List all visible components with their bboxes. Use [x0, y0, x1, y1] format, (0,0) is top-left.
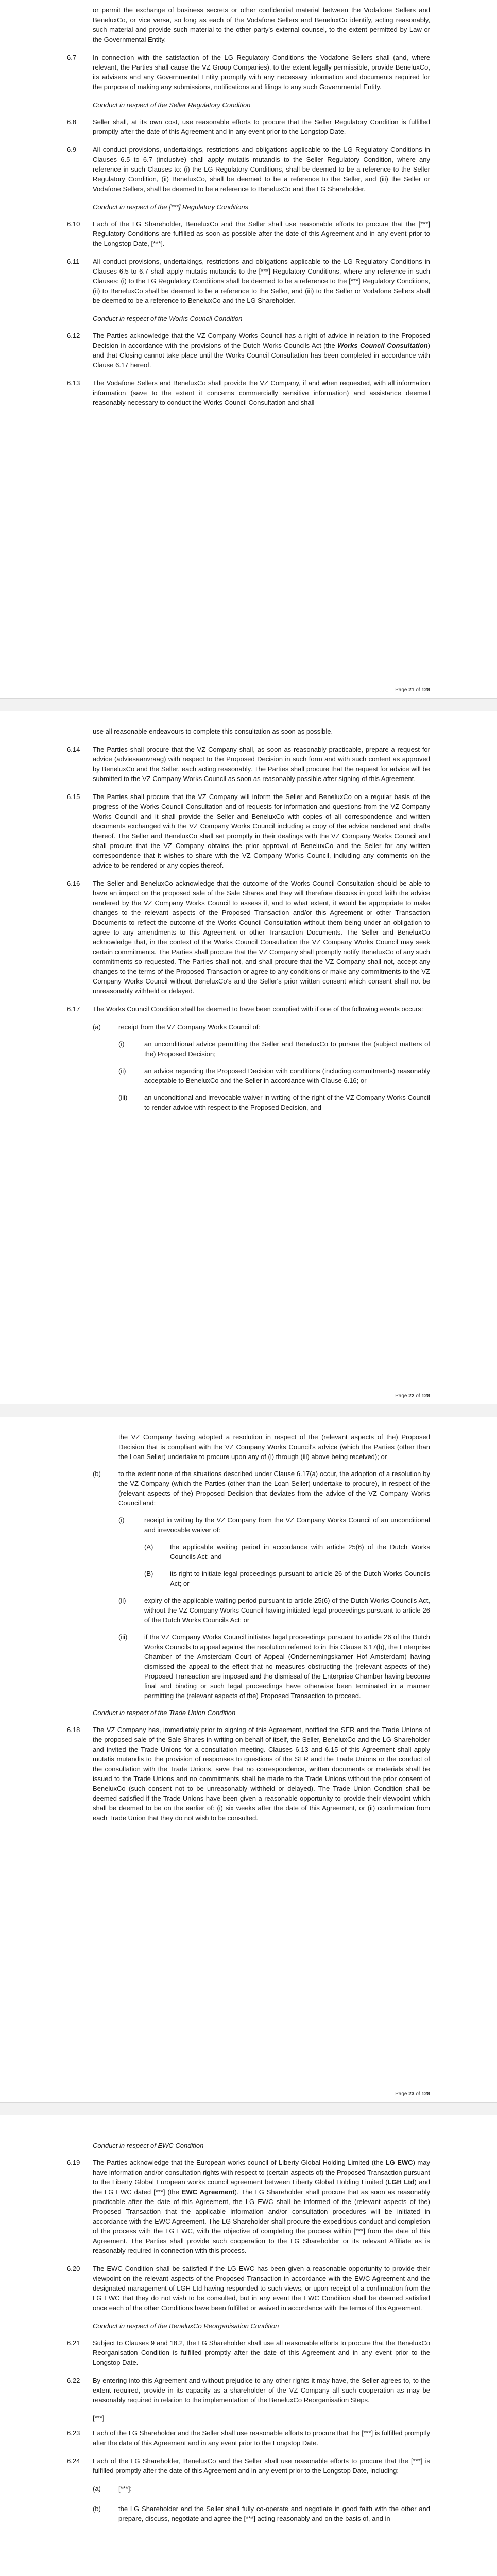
- page-separator: [0, 698, 497, 711]
- footer-sep: of: [416, 1393, 420, 1399]
- footer-page-number: 22: [408, 1393, 415, 1399]
- subclause-text: the VZ Company having adopted a resolution in respect of the (relevant aspects of the) Proposed Decision that is compliant with the VZ Company Works Council's advice (which the Parties (other than the Loan Seller) undertake to procure upon any of (i) through (iii) above being received); or: [118, 1433, 430, 1461]
- subclause-a: [93, 1022, 430, 1032]
- clause-6-17: [67, 1004, 430, 1014]
- footer-prefix: Page: [395, 2091, 407, 2097]
- subclause-a-i: [118, 1039, 430, 1059]
- subclause-b: [93, 1469, 430, 1508]
- clause-text: The Vodafone Sellers and BeneluxCo shall provide the VZ Company, if and when requested, with all information information (save to the extent it concerns commercially sensitive information) and assistance deemed reasonably necessary to conduct the Works Council Consultation and shall: [93, 379, 430, 406]
- subclause-text: if the VZ Company Works Council initiates legal proceedings pursuant to article 26 of the Dutch Works Councils to appeal against the resolution referred to in this Clause 6.17(b), the Enterprise Chamber of the Amsterdam Court of Appeal (Ondernemingskamer Hof Amsterdam) having dismissed the appeal to the effect that no measures obstructing the (relevant aspects of the) Proposed Transaction are imposed and the dismissal of the Enterprise Chamber having become final and binding or such legal proceedings have otherwise been terminated in a manner permitting the (relevant aspects of the) Proposed Transaction to proceed.: [144, 1633, 430, 1700]
- subclause-a-iii: [118, 1093, 430, 1112]
- clause-text: By entering into this Agreement and without prejudice to any other rights it may have, the Seller agrees to, to the extent required, provide in its capacity as a shareholder of the VZ Company all such cooperation as may be reasonably required in relation to the implementation of the BeneluxCo Reorganisation Steps.: [93, 2377, 430, 2404]
- subclause-label: (B): [144, 1570, 153, 1578]
- section-heading: Conduct in respect of EWC Condition: [93, 2142, 204, 2149]
- page-footer: [395, 685, 430, 695]
- clause-number: 6.8: [67, 118, 77, 126]
- subclause-text: an unconditional advice permitting the Seller and BeneluxCo to pursue the (subject matters of the) Proposed Decision;: [144, 1040, 430, 1058]
- clause-6-15: [67, 792, 430, 870]
- clause-text: The Seller and BeneluxCo acknowledge that the outcome of the Works Council Consultation should be able to have an impact on the proposed sale of the Sale Shares and they will therefore discuss in good faith the advice rendered by the VZ Company Works Council to assess if, and to what extent, it would be appropriate to make changes to the relevant aspects of the Proposed Transaction and/or this Agreement or other Transaction Documents to reflect the outcome of the Works Council Consultation without them being under an obligation to agree to any amendments to this Agreement or other Transaction Documents. The Seller and BeneluxCo acknowledge that, in the context of the Works Council Consultation the VZ Company Works Council may seek certain commitments. The Parties shall procure that the VZ Company shall promptly notify BeneluxCo of any such commitments so requested. The Parties shall not, and shall procure that the VZ Company shall not, accept any changes to the terms of the Proposed Transaction or agree to any conditions or make any commitments to the VZ Company Works Council without BeneluxCo's and the Seller's prior written consent which consent shall not be unreasonably withheld or delayed.: [93, 879, 430, 995]
- subclause-label: (ii): [118, 1597, 126, 1604]
- subclause-label: (b): [93, 2505, 101, 2513]
- clause-number: 6.14: [67, 745, 80, 753]
- subclause-text: [***];: [118, 2485, 132, 2493]
- clause-number: 6.9: [67, 146, 77, 154]
- subclause-text: to the extent none of the situations described under Clause 6.17(a) occur, the adoption of a resolution by the VZ Company (which the Parties (other than the Loan Seller) undertake to procure), in respect of the (relevant aspects of the) Proposed Decision that deviates from the advice of the VZ Company Works Council and:: [118, 1470, 430, 1507]
- subclause-b: [93, 2504, 430, 2523]
- clause-text: Each of the LG Shareholder, BeneluxCo and the Seller shall use reasonable efforts to procure that the [***] is fulfilled promptly after the date of this Agreement and in any event prior to the Longstop Date, including:: [93, 2457, 430, 2475]
- subclause-continuation: [118, 1432, 430, 1462]
- clause-6-21: [67, 2338, 430, 2367]
- section-heading: Conduct in respect of the Seller Regulatory Condition: [93, 101, 251, 109]
- document-page-1: [0, 0, 497, 698]
- document-page-3: [0, 1417, 497, 2102]
- subclause-b-i-B: [144, 1569, 430, 1588]
- clause-text-part: ) and the LG EWC dated [***] (the: [93, 2178, 430, 2196]
- clause-6-22: [67, 2376, 430, 2405]
- clause-text-part: ). The LG Shareholder shall procure that as soon as reasonably practicable after the date of this Agreement, the LG EWC shall be informed of the (relevant aspects of the) Proposed Transaction that the applicable information and/or consultation procedures will be initiated in accordance with the EWC Agreement. The LG Shareholder shall procure the expeditious conduct and completion of the process with the LG EWC, with the objective of completing the process within [***] from the date of this Agreement. The Parties shall provide such cooperation to the LG Shareholder or its relevant Affiliate as is reasonably required in connection with this process.: [93, 2188, 430, 2255]
- clause-number: 6.22: [67, 2377, 80, 2384]
- clause-6-13: [67, 378, 430, 408]
- subclause-label: (iii): [118, 1094, 128, 1101]
- subclause-text: the applicable waiting period in accordance with article 25(6) of the Dutch Works Councils Act; and: [170, 1543, 430, 1561]
- clause-text: The Parties shall procure that the VZ Company shall, as soon as reasonably practicable, prepare a request for advice (adviesaanvraag) with respect to the Proposed Decision in such form and with such content as approved by BeneluxCo and the Seller, each acting reasonably. The Parties shall procure that the request for advice will be submitted to the VZ Company Works Council as soon as reasonably possible after signing of this Agreement.: [93, 745, 430, 783]
- subclause-b-ii: [118, 1596, 430, 1625]
- section-heading: Conduct in respect of the Trade Union Condition: [93, 1709, 236, 1717]
- subclause-label: (a): [93, 2485, 101, 2493]
- clause-6-7: [67, 53, 430, 92]
- clause-text: The Works Council Condition shall be deemed to have been complied with if one of the following events occurs:: [93, 1005, 423, 1013]
- section-heading: Conduct in respect of the BeneluxCo Reorganisation Condition: [93, 2322, 279, 2330]
- clause-number: 6.10: [67, 220, 80, 228]
- page-separator: [0, 1404, 497, 1417]
- clause-number: 6.11: [67, 258, 80, 265]
- clause-6-12: [67, 331, 430, 370]
- clause-text: All conduct provisions, undertakings, restrictions and obligations applicable to the LG Regulatory Conditions in Clauses 6.5 to 6.7 shall apply mutatis mutandis to the [***] Regulatory Conditions, where any reference in such Clauses: (i) to the LG Regulatory Conditions shall be deemed to be a reference to the [***] Regulatory Conditions, (ii) to BeneluxCo shall be deemed to be a reference to the Seller, and (iii) to the Seller or Vodafone Sellers shall be deemed to be a reference to BeneluxCo and the LG Shareholder.: [93, 258, 430, 304]
- subclause-text: receipt from the VZ Company Works Council of:: [118, 1023, 261, 1031]
- clause-number: 6.12: [67, 332, 80, 340]
- subclause-label: (iii): [118, 1633, 128, 1641]
- clause-text: The VZ Company has, immediately prior to signing of this Agreement, notified the SER and the Trade Unions of the proposed sale of the Sale Shares in writing on behalf of itself, the Seller, BeneluxCo and the LG Shareholder and invited the Trade Unions for a consultation meeting. Clauses 6.13 and 6.15 of this Agreement shall apply mutatis mutandis to the provision of responses to questions of the SER and the Trade Unions or the conduct of the consultation with the Trade Unions, save that no correspondence, written documents or materials shall be issued to the Trade Unions and no commitments shall be made to the Trade Unions without the prior consent of BeneluxCo (such consent not to be unreasonably withheld or delayed). The Trade Union Condition shall be deemed satisfied if the Trade Unions have been given a reasonable opportunity to provide their viewpoint which shall be deemed to be on the earlier of: (i) six weeks after the date of this Agreement, or (ii) confirmation from each Trade Union that they do not wish to be consulted.: [93, 1726, 430, 1822]
- clause-text: The Parties shall procure that the VZ Company will inform the Seller and BeneluxCo on a regular basis of the progress of the Works Council Consultation and of requests for information and questions from the VZ Company Works Council and it shall provide the Seller and BeneluxCo with copies of all correspondence and written documents exchanged with the VZ Company Works Council including a copy of the advice rendered and drafts thereof. The Seller and BeneluxCo shall set promptly in their dealings with the VZ Company Works Council and shall procure that the VZ Company obtains the prior approval of BeneluxCo and the Seller for any written correspondence that it wishes to share with the VZ Company Works Council, including any comments on the advice to be rendered or any copies thereof.: [93, 793, 430, 869]
- clause-6-18: [67, 1725, 430, 1823]
- subclause-label: (i): [118, 1040, 125, 1048]
- clause-6-10: [67, 219, 430, 248]
- clause-text: The EWC Condition shall be satisfied if the LG EWC has been given a reasonable opportunity to provide their viewpoint on the relevant aspects of the Proposed Transaction in accordance with the EWC Agreement and the designated management of LGH Ltd having responded to such views, or upon receipt of a confirmation from the LG EWC that they do not wish to be consulted, but in any event the EWC Condition shall be deemed satisfied once each of the other Conditions have been fulfilled or waived in accordance with the terms of this Agreement.: [93, 2265, 430, 2312]
- clause-text: Subject to Clauses 9 and 18.2, the LG Shareholder shall use all reasonable efforts to procure that the BeneluxCo Reorganisation Condition is fulfilled promptly after the date of this Agreement and in any event prior to the Longstop Date.: [93, 2339, 430, 2366]
- footer-page-total: 128: [421, 2091, 430, 2097]
- subclause-b-iii: [118, 1632, 430, 1701]
- clause-text-part: ) and that Closing cannot take place until the Works Council Consultation has been completed in accordance with Clause 6.17 hereof.: [93, 342, 430, 369]
- clause-6-24: [67, 2456, 430, 2476]
- document-page-2: [0, 711, 497, 1404]
- clause-text: [93, 2158, 430, 2256]
- clause-6-23: [67, 2428, 430, 2448]
- subclause-label: (ii): [118, 1067, 126, 1075]
- clause-number: 6.18: [67, 1726, 80, 1734]
- document-page-4: [0, 2115, 497, 2576]
- redacted-line: [***]: [93, 2414, 105, 2422]
- subclause-text: expiry of the applicable waiting period pursuant to article 25(6) of the Dutch Works Councils Act, without the VZ Company Works Council having initiated legal proceedings pursuant to article 26 of the Dutch Works Councils Act; or: [144, 1597, 430, 1624]
- footer-sep: of: [416, 2091, 420, 2097]
- subclause-label: (a): [93, 1023, 101, 1031]
- subclause-b-i: [118, 1515, 430, 1535]
- footer-prefix: Page: [395, 1393, 407, 1399]
- clause-number: 6.20: [67, 2265, 80, 2273]
- clause-6-16: [67, 878, 430, 996]
- defined-term: EWC Agreement: [181, 2188, 235, 2196]
- subclause-label: (b): [93, 1470, 101, 1478]
- footer-page-total: 128: [421, 1393, 430, 1399]
- subclause-text: an unconditional and irrevocable waiver in writing of the right of the VZ Company Works Council to render advice with respect to the Proposed Decision, and: [144, 1094, 430, 1111]
- clause-number: 6.21: [67, 2339, 80, 2347]
- footer-page-number: 23: [408, 2091, 415, 2097]
- clause-text-part: The Parties acknowledge that the European works council of Liberty Global Holding Limited (the: [93, 2159, 386, 2166]
- subclause-label: (i): [118, 1516, 125, 1524]
- defined-term: LGH Ltd: [387, 2178, 415, 2186]
- clause-6-20: [67, 2264, 430, 2313]
- clause-text-part: ) may have information and/or consultation rights with respect to (certain aspects of) the Proposed Transaction pursuant to the Liberty Global European works council agreement between Liberty Global Holding Limited (: [93, 2159, 430, 2186]
- clause-6-9: [67, 145, 430, 194]
- subclause-text: the LG Shareholder and the Seller shall fully co-operate and negotiate in good faith with the other and prepare, discuss, negotiate and agree the [***] acting reasonably and on the basis of, and in: [118, 2505, 430, 2522]
- clause-continuation: [67, 5, 430, 44]
- clause-6-11: [67, 257, 430, 306]
- clause-text: Each of the LG Shareholder and the Seller shall use reasonable efforts to procure that the [***] is fulfilled promptly after the date of this Agreement and in any event prior to the Longstop Date.: [93, 2429, 430, 2447]
- defined-term: Works Council Consultation: [337, 342, 428, 349]
- clause-text: [93, 331, 430, 370]
- clause-text: or permit the exchange of business secrets or other confidential material between the Vodafone Sellers and BeneluxCo, or vice versa, so long as each of the Vodafone Sellers and BeneluxCo identify, acting reasonably, such material and provide such material to the other party's external counsel, to the extent permitted by Law or the Governmental Entity.: [93, 6, 430, 43]
- footer-page-number: 21: [408, 687, 415, 693]
- clause-continuation: [67, 726, 430, 736]
- subclause-text: receipt in writing by the VZ Company from the VZ Company Works Council of an unconditional and irrevocable waiver of:: [144, 1516, 430, 1534]
- footer-page-total: 128: [421, 687, 430, 693]
- clause-text: use all reasonable endeavours to complete this consultation as soon as possible.: [93, 727, 333, 735]
- clause-number: 6.17: [67, 1005, 80, 1013]
- subclause-b-i-A: [144, 1542, 430, 1562]
- clause-text: Each of the LG Shareholder, BeneluxCo and the Seller shall use reasonable efforts to procure that the [***] Regulatory Conditions are fulfilled as soon as possible after the date of this Agreement and in any event prior to the Longstop Date, [***].: [93, 220, 430, 247]
- page-footer: [395, 1391, 430, 1401]
- subclause-a-ii: [118, 1066, 430, 1086]
- footer-prefix: Page: [395, 687, 407, 693]
- clause-number: 6.15: [67, 793, 80, 801]
- clause-6-19: [67, 2158, 430, 2256]
- clause-number: 6.19: [67, 2159, 80, 2166]
- clause-text: In connection with the satisfaction of the LG Regulatory Conditions the Vodafone Sellers shall (and, where relevant, the Parties shall cause the VZ Group Companies), to the extent legally permissible, provide BeneluxCo, its advisers and any Governmental Entity promptly with any necessary information and documents required for the purpose of making any submissions, notifications and filings to any such Governmental Entity.: [93, 54, 430, 91]
- clause-text-part: The Parties acknowledge that the VZ Company Works Council has a right of advice in relation to the Proposed Decision in accordance with the provisions of the Dutch Works Councils Act (the: [93, 332, 430, 349]
- subclause-text: an advice regarding the Proposed Decision with conditions (including commitments) reasonably acceptable to BeneluxCo and the Seller in accordance with Clause 6.16; or: [144, 1067, 430, 1084]
- defined-term: LG EWC: [385, 2159, 413, 2166]
- clause-number: 6.24: [67, 2457, 80, 2465]
- clause-number: 6.23: [67, 2429, 80, 2437]
- subclause-label: (A): [144, 1543, 153, 1551]
- section-heading: Conduct in respect of the [***] Regulatory Conditions: [93, 203, 249, 211]
- footer-sep: of: [416, 687, 420, 693]
- page-separator: [0, 2102, 497, 2115]
- subclause-text: its right to initiate legal proceedings pursuant to article 26 of the Dutch Works Councils Act; or: [170, 1570, 430, 1587]
- section-heading: Conduct in respect of the Works Council Condition: [93, 315, 243, 323]
- clause-6-14: [67, 744, 430, 784]
- clause-text: All conduct provisions, undertakings, restrictions and obligations applicable to the LG Regulatory Conditions in Clauses 6.5 to 6.7 (inclusive) shall apply mutatis mutandis to the Seller Regulatory Condition, where any reference in such Clauses to: (i) the LG Regulatory Conditions, shall be deemed to be a reference to the Seller Regulatory Condition, (ii) BeneluxCo, shall be deemed to be a reference to the Seller, and (iii) the Seller or Vodafone Sellers, shall be deemed to be a reference to BeneluxCo and the LG Shareholder.: [93, 146, 430, 193]
- page-footer: [395, 2089, 430, 2099]
- clause-number: 6.13: [67, 379, 80, 387]
- clause-text: Seller shall, at its own cost, use reasonable efforts to procure that the Seller Regulatory Condition is fulfilled promptly after the date of this Agreement and in any event prior to the Longstop Date.: [93, 118, 430, 135]
- clause-number: 6.7: [67, 54, 77, 61]
- subclause-a: [93, 2484, 430, 2494]
- clause-6-8: [67, 117, 430, 137]
- clause-number: 6.16: [67, 879, 80, 887]
